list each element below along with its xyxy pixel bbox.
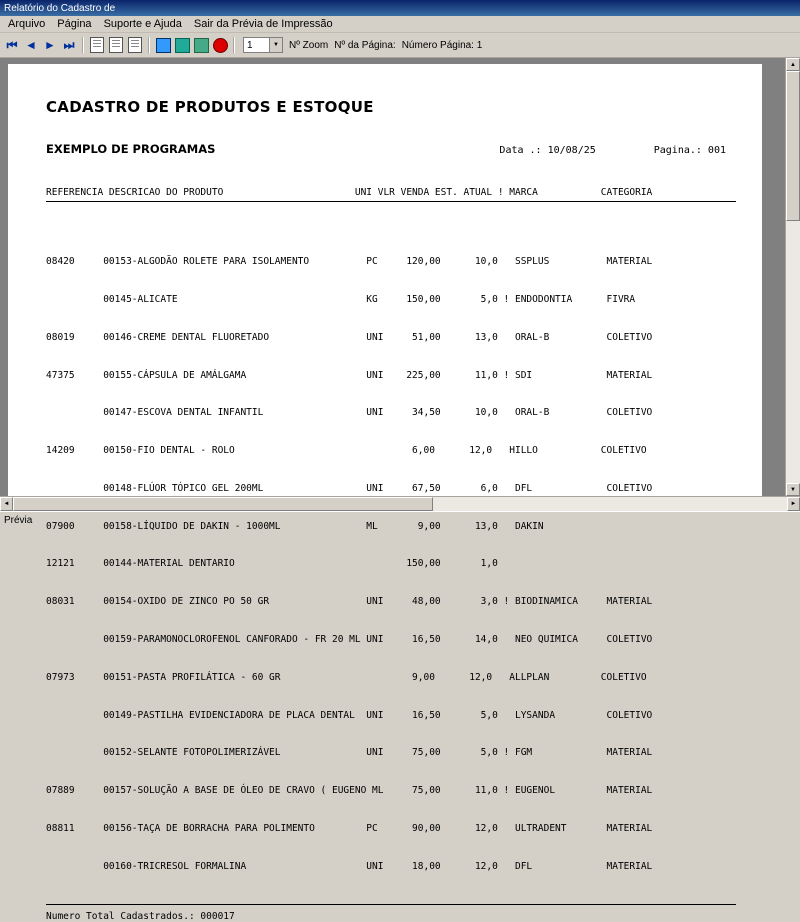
zoom-select[interactable] [243, 37, 283, 53]
table-row: 08019 00146-CREME DENTAL FLUORETADO UNI 51,00 13,0 ORAL-B COLETIVO [46, 331, 653, 343]
window-title: Relatório do Cadastro de [4, 2, 116, 14]
stop-icon[interactable] [211, 36, 229, 54]
vertical-scrollbar[interactable] [785, 58, 800, 496]
table-header: REFERENCIA DESCRICAO DO PRODUTO UNI VLR VENDA EST. ATUAL ! MARCA CATEGORIA [46, 187, 736, 202]
table-row: 07889 00157-SOLUÇÃO A BASE DE ÓLEO DE CRAVO ( EUGENO ML 75,00 11,0 ! EUGENOL MATERIAL [46, 785, 653, 797]
scroll-left-button[interactable]: ◄ [0, 497, 13, 511]
table-row: 00148-FLÚOR TÓPICO GEL 200ML UNI 67,50 6,0 DFL COLETIVO [46, 482, 653, 494]
save-icon[interactable] [173, 36, 191, 54]
report-table [46, 162, 736, 898]
report-page-number: Pagina.: 001 [653, 145, 726, 156]
table-row: 00160-TRICRESOL FORMALINA UNI 18,00 12,0 DFL MATERIAL [46, 860, 653, 872]
table-row: 08811 00156-TAÇA DE BORRACHA PARA POLIMENTO PC 90,00 12,0 ULTRADENT MATERIAL [46, 822, 653, 834]
last-page-button[interactable]: ⏭ [63, 38, 75, 52]
copy-document-button[interactable] [107, 36, 125, 54]
print-icon[interactable] [154, 36, 172, 54]
zoom-value: 1 [247, 39, 253, 51]
total-line: Numero Total Cadastrados.: 000017 [46, 904, 736, 922]
scroll-up-button[interactable]: ▲ [786, 58, 800, 71]
status-text: Prévia [4, 514, 33, 526]
vertical-scroll-track[interactable] [786, 221, 800, 483]
scroll-right-button[interactable]: ► [787, 497, 800, 511]
table-row: 12121 00144-MATERIAL DENTARIO 150,00 1,0 [46, 558, 498, 570]
table-row: 47375 00155-CÁPSULA DE AMÁLGAMA UNI 225,00 11,0 ! SDI MATERIAL [46, 369, 653, 381]
report-meta [215, 145, 736, 156]
new-document-button[interactable] [88, 36, 106, 54]
menu-item-arquivo[interactable]: Arquivo [8, 18, 46, 30]
toolbar-separator-2 [148, 37, 150, 53]
menu-item-sair-da-previa[interactable]: Sair da Prévia de Impressão [193, 18, 333, 30]
table-row: 08420 00153-ALGODÃO ROLETE PARA ISOLAMENTO PC 120,00 10,0 SSPLUS MATERIAL [46, 256, 653, 268]
next-page-button[interactable]: ► [44, 38, 56, 52]
table-row: 00149-PASTILHA EVIDENCIADORA DE PLACA DENTAL UNI 16,50 5,0 LYSANDA COLETIVO [46, 709, 653, 721]
page-number-value: Número Página: 1 [401, 39, 483, 51]
title-bar [0, 0, 800, 16]
report-title: CADASTRO DE PRODUTOS E ESTOQUE [46, 98, 374, 116]
toolbar-separator-3 [233, 37, 235, 53]
toolbar-separator [82, 37, 84, 53]
table-row: 07973 00151-PASTA PROFILÁTICA - 60 GR 9,00 12,0 ALLPLAN COLETIVO [46, 671, 647, 683]
first-page-button[interactable]: ⏮ [6, 38, 18, 52]
toolbar [0, 33, 800, 58]
previous-page-button[interactable]: ◄ [25, 38, 37, 52]
scroll-down-button[interactable]: ▼ [786, 483, 800, 496]
page-number-label: Nº da Página: [334, 39, 396, 51]
vertical-scroll-thumb[interactable] [786, 71, 800, 221]
table-row: 14209 00150-FIO DENTAL - ROLO 6,00 12,0 HILLO COLETIVO [46, 445, 647, 457]
report-subtitle-row [46, 142, 736, 156]
zoom-label: Nº Zoom [289, 39, 329, 51]
report-date: Data .: 10/08/25 [499, 145, 596, 156]
menu-bar [0, 16, 800, 33]
table-row: 08031 00154-OXIDO DE ZINCO PO 50 GR UNI 48,00 3,0 ! BIODINAMICA MATERIAL [46, 596, 653, 608]
menu-item-pagina[interactable]: Página [57, 18, 92, 30]
table-row: 00159-PARAMONOCLOROFENOL CANFORADO - FR 20 ML UNI 16,50 14,0 NEO QUIMICA COLETIVO [46, 633, 653, 645]
chevron-down-icon[interactable]: ▼ [269, 38, 282, 52]
table-row: 00147-ESCOVA DENTAL INFANTIL UNI 34,50 10,0 ORAL-B COLETIVO [46, 407, 653, 419]
table-row: 07900 00158-LÍQUIDO DE DAKIN - 1000ML ML 9,00 13,0 DAKIN [46, 520, 544, 532]
report-subtitle: EXEMPLO DE PROGRAMAS [46, 142, 216, 156]
menu-item-suporte-e-ajuda[interactable]: Suporte e Ajuda [103, 18, 182, 30]
paste-document-button[interactable] [126, 36, 144, 54]
export-icon[interactable] [192, 36, 210, 54]
table-row: 00145-ALICATE KG 150,00 5,0 ! ENDODONTIA FIVRA [46, 293, 636, 305]
table-row: 00152-SELANTE FOTOPOLIMERIZÁVEL UNI 75,00 5,0 ! FGM MATERIAL [46, 747, 653, 759]
